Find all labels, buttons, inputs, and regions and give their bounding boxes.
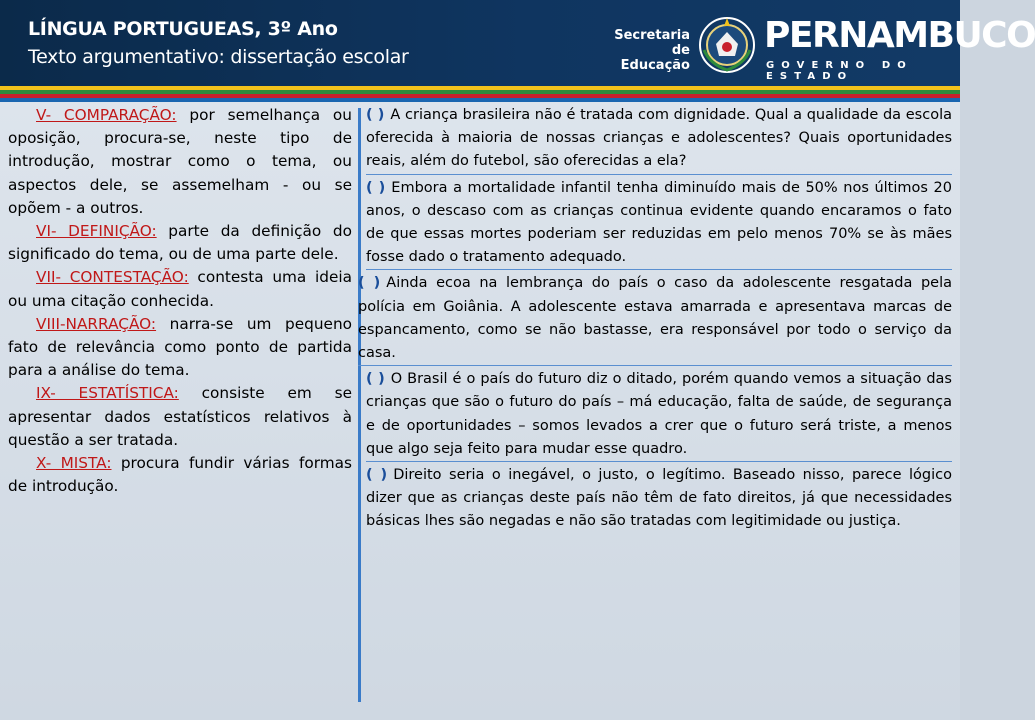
item-label: X- MISTA: [36, 454, 112, 473]
item-label: IX- ESTATÍSTICA: [36, 384, 179, 403]
column-divider [358, 108, 361, 702]
exercise-item: ( ) Embora a mortalidade infantil tenha diminuído mais de 50% nos últimos 20 anos, o descaso com as crianças continua evidente quando encaramos o fato de que essas mortes poderiam ser reduzidas em pelo menos 70% se às mães fosse dado o tratamento adequado. [366, 177, 952, 271]
answer-blank[interactable]: ( ) [366, 179, 386, 196]
exercise-item: ( ) Ainda ecoa na lembrança do país o caso da adolescente resgatada pela polícia em Goiânia. A adolescente estava amarrada e apresentava marcas de espancamento, como se não bastasse, era responsável por todo o serviço da casa. [358, 272, 952, 366]
answer-blank[interactable]: ( ) [366, 107, 385, 123]
brand-subtitle: GOVERNO DO ESTADO [766, 60, 913, 82]
list-item: V- COMPARAÇÃO: por semelhança ou oposição, procura-se, neste tipo de introdução, mostrar como o tema, ou aspectos dele, se assemelham - ou se opõem - a outros. [8, 106, 352, 217]
exercise-item: ( ) A criança brasileira não é tratada com dignidade. Qual a qualidade da escola oferecida à maioria de nossas crianças e adolescentes? Quais oportunidades reais, além do futebol, são oferecidas a ela? [366, 104, 952, 175]
answer-blank[interactable]: ( ) [358, 275, 381, 292]
page-subtitle: Texto argumentativo: dissertação escolar [28, 46, 409, 68]
list-item: X- MISTA: procura fundir várias formas de introdução. [8, 454, 352, 496]
list-item: VIII-NARRAÇÃO: narra-se um pequeno fato de relevância como ponto de partida para a análise do tema. [8, 314, 352, 380]
item-label: V- COMPARAÇÃO: [36, 106, 177, 124]
flag-stripes [0, 86, 960, 102]
item-label: VII- CONTESTAÇÃO: [36, 268, 189, 287]
answer-blank[interactable]: ( ) [366, 371, 385, 388]
list-item: VII- CONTESTAÇÃO: contesta uma ideia ou uma citação conhecida. [8, 268, 352, 310]
exercise-item: ( ) Direito seria o inegável, o justo, o legítimo. Baseado nisso, parece lógico dizer que as crianças deste país não têm de fato direitos, já que necessidades básicas lhes são negadas e não são tratadas com legitimidade ou justiça. [366, 467, 952, 530]
list-item: IX- ESTATÍSTICA: consiste em se apresentar dados estatísticos relativos à questão a ser tratada. [8, 384, 353, 449]
exercise-item: ( ) O Brasil é o país do futuro diz o ditado, porém quando vemos a situação das crianças que são o futuro do país – má educação, falta de saúde, de segurança e de oportunidades – somos levados a crer que o futuro será triste, a menos que algo seja feito para mudar esse quadro. [366, 368, 952, 462]
exercise-paragraphs [358, 104, 952, 534]
page-title: LÍNGUA PORTUGUEAS, 3º Ano [28, 18, 338, 40]
item-label: VIII-NARRAÇÃO: [36, 314, 157, 333]
secretaria-label: Secretaria de Educação [614, 28, 690, 73]
item-label: VI- DEFINIÇÃO: [36, 222, 157, 241]
introduction-types-list [8, 104, 352, 498]
pernambuco-crest-icon [696, 14, 758, 76]
answer-blank[interactable]: ( ) [366, 467, 388, 484]
list-item: VI- DEFINIÇÃO: parte da definição do significado do tema, ou de uma parte dele. [8, 222, 352, 264]
brand-name: PERNAMBUCO [764, 15, 1035, 56]
